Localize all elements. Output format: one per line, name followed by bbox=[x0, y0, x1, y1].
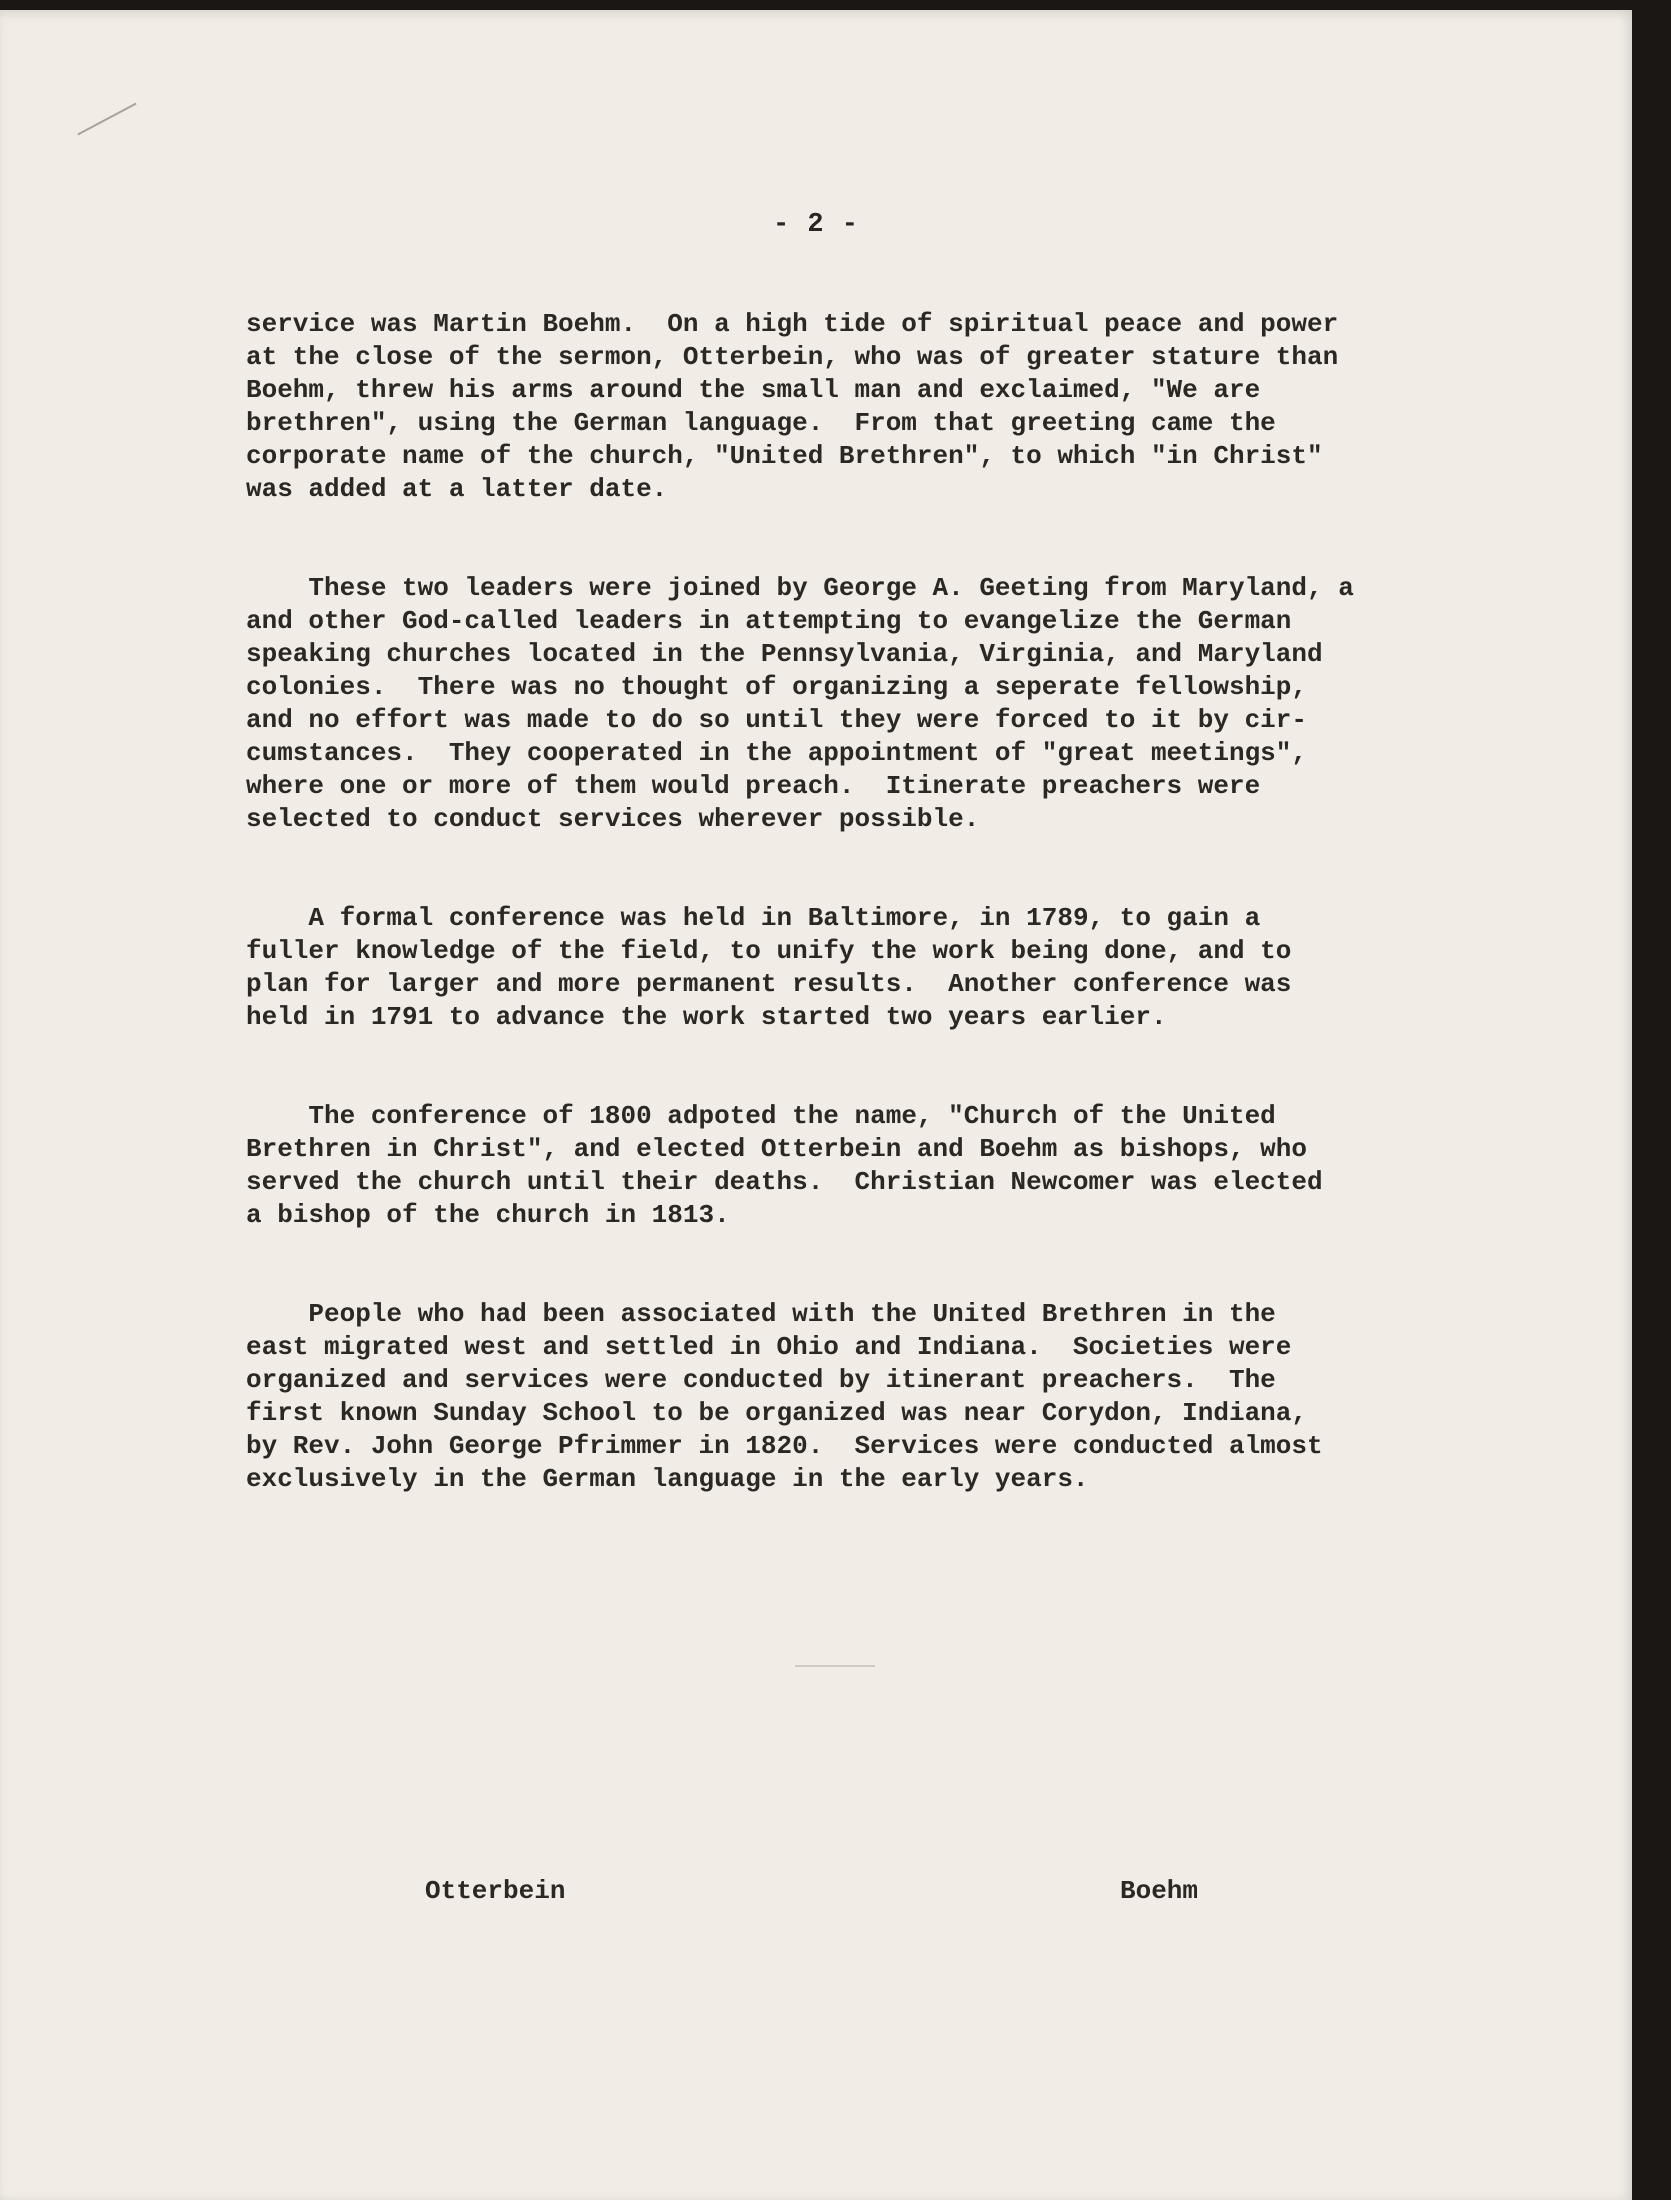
text-line: first known Sunday School to be organized was near Corydon, Indiana, bbox=[246, 1398, 1307, 1428]
text-line: These two leaders were joined by George A. Geeting from Maryland, a bbox=[246, 573, 1354, 603]
text-line: corporate name of the church, "United Brethren", to which "in Christ" bbox=[246, 441, 1323, 471]
text-line: cumstances. They cooperated in the appointment of "great meetings", bbox=[246, 738, 1307, 768]
page-number: - 2 - bbox=[772, 210, 859, 240]
text-line: The conference of 1800 adpoted the name, "Church of the United bbox=[246, 1101, 1276, 1131]
caption-boehm: Boehm bbox=[1120, 1876, 1199, 1906]
caption-otterbein: Otterbein bbox=[425, 1876, 566, 1906]
text-line: at the close of the sermon, Otterbein, who was of greater stature than bbox=[246, 342, 1339, 372]
text-line: east migrated west and settled in Ohio and Indiana. Societies were bbox=[246, 1332, 1292, 1362]
text-line: A formal conference was held in Baltimore, in 1789, to gain a bbox=[246, 903, 1261, 933]
text-line: Boehm, threw his arms around the small man and exclaimed, "We are bbox=[246, 375, 1261, 405]
text-line: plan for larger and more permanent results. Another conference was bbox=[246, 969, 1292, 999]
paragraph-1 bbox=[246, 275, 1446, 506]
text-line: colonies. There was no thought of organizing a seperate fellowship, bbox=[246, 672, 1307, 702]
document-page bbox=[0, 10, 1632, 2200]
text-line: organized and services were conducted by itinerant preachers. The bbox=[246, 1365, 1276, 1395]
text-line: and other God-called leaders in attempting to evangelize the German bbox=[246, 606, 1292, 636]
text-line: brethren", using the German language. From that greeting came the bbox=[246, 408, 1276, 438]
paragraph-3 bbox=[246, 869, 1446, 1034]
text-line: a bishop of the church in 1813. bbox=[246, 1200, 730, 1230]
text-line: by Rev. John George Pfrimmer in 1820. Services were conducted almost bbox=[246, 1431, 1323, 1461]
text-line: and no effort was made to do so until they were forced to it by cir- bbox=[246, 705, 1307, 735]
paragraph-5 bbox=[246, 1265, 1446, 1496]
text-line: speaking churches located in the Pennsylvania, Virginia, and Maryland bbox=[246, 639, 1323, 669]
text-line: exclusively in the German language in the early years. bbox=[246, 1464, 1089, 1494]
body-text bbox=[246, 275, 1446, 1529]
text-line: held in 1791 to advance the work started two years earlier. bbox=[246, 1002, 1167, 1032]
text-line: fuller knowledge of the field, to unify the work being done, and to bbox=[246, 936, 1292, 966]
text-line: People who had been associated with the United Brethren in the bbox=[246, 1299, 1276, 1329]
stray-mark bbox=[795, 1665, 875, 1667]
text-line: where one or more of them would preach. Itinerate preachers were bbox=[246, 771, 1261, 801]
text-line: Brethren in Christ", and elected Otterbein and Boehm as bishops, who bbox=[246, 1134, 1307, 1164]
text-line: was added at a latter date. bbox=[246, 474, 668, 504]
text-line: service was Martin Boehm. On a high tide of spiritual peace and power bbox=[246, 309, 1339, 339]
text-line: selected to conduct services wherever possible. bbox=[246, 804, 980, 834]
paragraph-4 bbox=[246, 1067, 1446, 1232]
pencil-mark bbox=[77, 103, 136, 136]
paragraph-2 bbox=[246, 539, 1446, 836]
text-line: served the church until their deaths. Christian Newcomer was elected bbox=[246, 1167, 1323, 1197]
